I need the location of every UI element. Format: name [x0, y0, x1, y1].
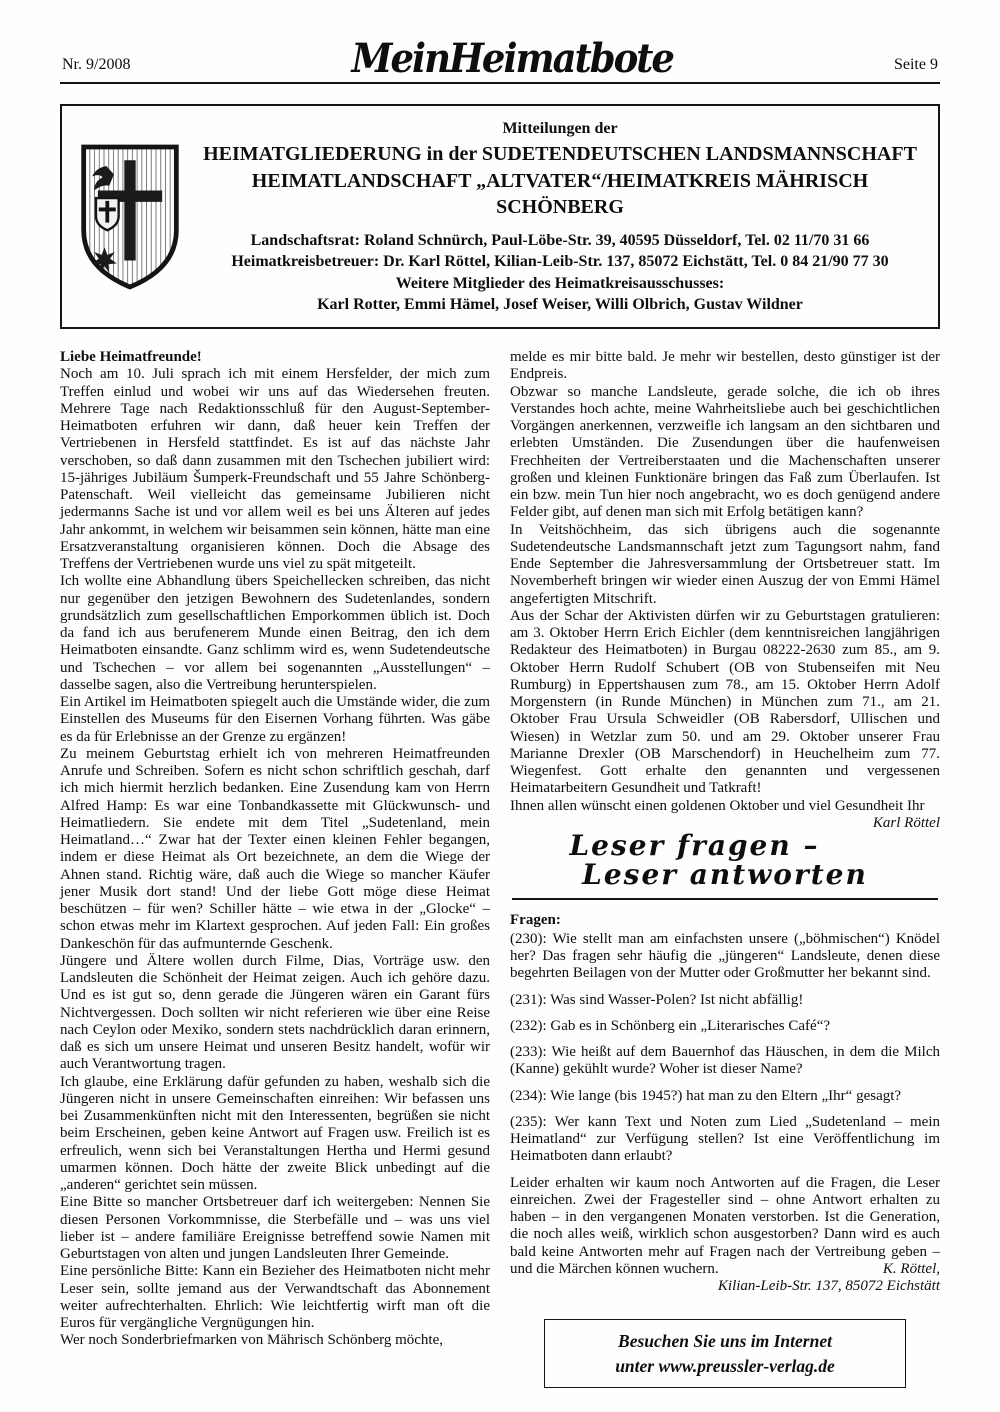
signature-line — [510, 797, 940, 831]
masthead-logo: MeinHeimatbote — [351, 34, 673, 82]
notice-title-1: HEIMATGLIEDERUNG in der SUDETENDEUTSCHEN LANDSMANNSCHAFT — [203, 143, 917, 166]
body-columns — [60, 349, 940, 1388]
paragraph: Ich glaube, eine Erklärung dafür gefunden zu haben, weshalb sich die Jüngeren nicht in unsere Gemeinschaften einreihen: Wir befassen uns bei Zusammenkünften nicht mit den Interessenten, begrüßen sie nicht beim Erscheinen, geben keine Antwort auf Fragen usw. Freilich ist es erfreulich, wenn sich bei Veranstaltungen Hertha und Hermi gesund umarmen können. Doch hätte der zweite Blick unbedingt auf die „anderen“ gerichtet sein müssen. — [60, 1073, 490, 1194]
left-column — [60, 349, 490, 1388]
internet-box-line-1: Besuchen Sie uns im Internet — [618, 1331, 832, 1352]
internet-box-url: unter www.preussler-verlag.de — [615, 1355, 835, 1376]
paragraph: Zu meinem Geburtstag erhielt ich von mehreren Heimatfreunden Anrufe und Schreiben. Sofern es nicht schon schriftlich geschah, darf ich mich hiermit herzlich bedanken. Eine Zusendung kam von Herrn Alfred Hamp: Es war eine Tonbandkassette mit Glückwunsch- und Heimatliedern. Sie endete mit dem Titel „Sudetenland, mein Heimatland…“ Zwar hat der Texter einen kleinen Fehler begangen, indem er diese Heimat als Ort bezeichnete, an dem die Wiege der Ahnen stand. Richtig wäre, daß auch die Wiege so mancher Käufer jener Musik dort stand! Und der liebe Gott möge diese Heimat beschützen – für wen? Schiller hätte – wie etwa in der „Glocke“ – schon etwas mehr im Klartext gesprochen. Auf jeden Fall: Ein großes Dankeschön für das aufmunternde Geschenk. — [60, 745, 490, 952]
paragraph: Noch am 10. Juli sprach ich mit einem Hersfelder, der mich zum Treffen einlud und wobei wir uns auf das Wiedersehen freuten. Mehrere Tage nach Redaktionsschluß für den August-September-Heimatboten erfuhren wir dann, daß heuer kein Treffen der Vertriebenen in Hersfeld stattfindet. Es ist auf das nächste Jahr verschoben, so daß dann zusammen mit den Tschechen jubiliert wird: 15-jähriges Jubiläum Šumperk-Freundschaft und 55 Jahre Schönberg-Patenschaft. Weil vielleicht das gemeinsame Jubilieren nicht jedermanns Sache ist und vor allem weil es bei uns Älteren auf jedes Jahr ankommt, in welchem wir beisammen sein können, hätte man eine Ersatzveranstaltung organisieren können. Doch die Absage des Treffens der Vertriebenen wurde uns viel zu spät mitgeteilt. — [60, 366, 490, 573]
paragraph: melde es mir bitte bald. Je mehr wir bestellen, desto günstiger ist der Endpreis. — [510, 349, 940, 383]
paragraph: Wer noch Sonderbriefmarken von Mährisch Schönberg möchte, — [60, 1332, 443, 1349]
notice-contact-heimatkreisbetreuer: Heimatkreisbetreuer: Dr. Karl Röttel, Kilian-Leib-Str. 137, 85072 Eichstätt, Tel. 0 84 21/90 77 30 — [231, 253, 889, 271]
issue-number: Nr. 9/2008 — [62, 56, 131, 73]
closing-text: Leider erhalten wir kaum noch Antworten auf die Fragen, die Leser einreichen. Zwei der Fragesteller sind – ohne Antwort erhalten zu haben – in den vergangenen Monaten verstorben. Ist die Generation, die noch alles weiß, wirklich schon ausgestorben? Dann wird es auch bald keine Antworten mehr auf Fragen nach der Vertreibung geben – und die Märchen können wuchern. — [510, 1174, 940, 1277]
question-231: (231): Was sind Wasser-Polen? Ist nicht abfällig! — [510, 991, 804, 1008]
paragraph: Eine persönliche Bitte: Kann ein Bezieher des Heimatboten nicht mehr Leser sein, sollte jemand aus der Verwandtschaft das Abonnement weiter aufrechterhalten. Ehrlich: Wie leichtfertig wirft man oft die Euros für vergängliche Vergnügungen hin. — [60, 1263, 490, 1332]
question-234: (234): Wie lange (bis 1945?) hat man zu den Eltern „Ihr“ gesagt? — [510, 1087, 902, 1104]
fragen-label: Fragen: — [510, 911, 561, 928]
closing-signature: K. Röttel, — [882, 1260, 940, 1277]
paragraph: Obzwar so manche Landsleute, gerade solche, die ich ob ihres Verstandes hoch achte, meine Wahrheitsliebe auch bei geschichtlichen Vorgängen anerkennen, verzweifle ich langsam an den sichtbaren und erlebten Umständen. Die Zusendungen über die haufenweisen Frechheiten der Vertreiberstaaten und die Machenschaften unserer großen und kleinen Funktionäre bringen das Faß zum Überlaufen. Ist ein bzw. mein Tun hier noch angebracht, wo es doch genügend andere Felder gibt, auf denen man sich mit Erfolg betätigen kann? — [510, 383, 940, 521]
closing-address: Kilian-Leib-Str. 137, 85072 Eichstätt — [717, 1278, 940, 1295]
notice-intro: Mitteilungen der — [502, 120, 618, 137]
paragraph: Jüngere und Ältere wollen durch Filme, Dias, Vorträge usw. den Landsleuten die Schönheit der Heimat zeigen. Auch ich gehöre dazu. Und es ist gut so, denn gerade die Jüngeren wären ein Garant fürs Nichtvergessen. Doch sollten wir nicht referieren wie über eine Reise nach Ceylon oder Mexiko, sondern stets nachdrücklich daran erinnern, daß es sich um unsere Heimat und unseren Besitz handelt, wofür wir auch Verantwortung tragen. — [60, 952, 490, 1073]
page-number: Seite 9 — [893, 56, 938, 73]
paragraph: Aus der Schar der Aktivisten dürfen wir zu Geburtstagen gratulieren: am 3. Oktober Herrn Erich Eichler (dem kenntnisreichen langjährigen Redakteur des Heimatboten) in Burgau 08222-2630 zum 85., am 9. Oktober Herrn Rudolf Schubert (OB von Stubenseifen mit Neu Rumburg) in Eppertshausen zum 78., am 15. Oktober Herrn Adolf Morgenstern (in Runde München) in München zum 71., am 21. Oktober Frau Ursula Schweidler (OB Rabersdorf, Ullischen und Wiesen) in Wetzlar zum 50. und am 29. Oktober unserer Frau Marianne Drexler (OB Marschendorf) in Heuchelheim zum 77. Wiegenfest. Gott erhalte den genannten und vergessenen Heimatarbeitern Gesundheit und Tatkraft! — [510, 607, 940, 797]
question-232: (232): Gab es in Schönberg ein „Literarisches Café“? — [510, 1017, 831, 1034]
notice-text-block — [198, 118, 922, 315]
notice-members-intro: Weitere Mitglieder des Heimatkreisausschusses: — [395, 274, 725, 292]
signature-text: Ihnen allen wünscht einen goldenen Oktober und viel Gesundheit Ihr — [510, 797, 925, 814]
closing-paragraph — [510, 1175, 940, 1279]
right-column — [510, 349, 940, 1388]
internet-box — [544, 1319, 905, 1388]
question-233: (233): Wie heißt auf dem Bauernhof das Häuschen, in dem die Milch (Kanne) gekühlt wurde? Woher ist dieser Name? — [510, 1044, 940, 1078]
paragraph: Ich wollte eine Abhandlung übers Speichellecken schreiben, das nicht nur gegenüber den jetzigen Bewohnern des Sudetenlandes, sondern grundsätzlich zum gesellschaftlichen Emporkommen üblich ist. Doch da fand ich aus berufenerem Munde einen Beitrag, den ich dem Heimatboten einsandte. Ganz schlimm wird es, wenn Sudetendeutsche und Tschechen – vor allem bei sogenannten „Ausstellungen“ – dasselbe sagen, also die Vertreibung herunterspielen. — [60, 573, 490, 693]
page-header — [60, 34, 940, 84]
section-heading: Leser fragen – Leser antworten — [569, 828, 868, 892]
question-235: (235): Wer kann Text und Noten zum Lied „Sudetenland – mein Heimatland“ zur Verfügung stellen? Ist eine Veröffentlichung im Heimatboten dann erlaubt? — [510, 1113, 940, 1165]
paragraph: In Veitshöchheim, das sich übrigens auch die sogenannte Sudetendeutsche Landsmannschaft jetzt zum Tagungsort nahm, fand Ende September die Jahresversammlung der Ortsbetreuer statt. Im Novemberheft bringen wir wieder einen Auszug der von Emmi Hämel angefertigten Mitschrift. — [510, 521, 940, 607]
signature-name: Karl Röttel — [872, 814, 940, 831]
section-heading-rule — [512, 825, 938, 900]
paragraph: Ein Artikel im Heimatboten spiegelt auch die Umstände wider, die zum Einstellen des Museums für den Eisernen Vorhang führten. Was gäbe es da für Erlebnisse an der Grenze zu ergänzen! — [60, 694, 490, 745]
heimatkreis-crest-icon — [78, 141, 182, 293]
notice-box — [60, 104, 940, 329]
notice-members-list: Karl Rotter, Emmi Hämel, Josef Weiser, Willi Olbrich, Gustav Wildner — [317, 295, 803, 313]
paragraph: Eine Bitte so mancher Ortsbetreuer darf ich weitergeben: Nennen Sie diesen Personen Vorkommnisse, die Sterbefälle und – was uns viel lieber ist – andere familiäre Ereignisse betreffend sowie Namen mit Geburtstagen von alten und jungen Landsleuten Ihrer Gemeinde. — [60, 1194, 490, 1263]
notice-title-2: HEIMATLANDSCHAFT „ALTVATER“/HEIMATKREIS MÄHRISCH SCHÖNBERG — [251, 169, 869, 219]
left-column-heading: Liebe Heimatfreunde! — [60, 349, 202, 366]
notice-contact-landschaftsrat: Landschaftsrat: Roland Schnürch, Paul-Löbe-Str. 39, 40595 Düsseldorf, Tel. 02 11/70 31 66 — [250, 232, 870, 250]
question-230: (230): Wie stellt man am einfachsten unsere („böhmischen“) Knödel her? Das fragen sehr häufig die „jüngeren“ Landsleute, denen diese begehrten Beilagen von der Mutter oder Großmutter her bekannt sind. — [510, 930, 940, 982]
